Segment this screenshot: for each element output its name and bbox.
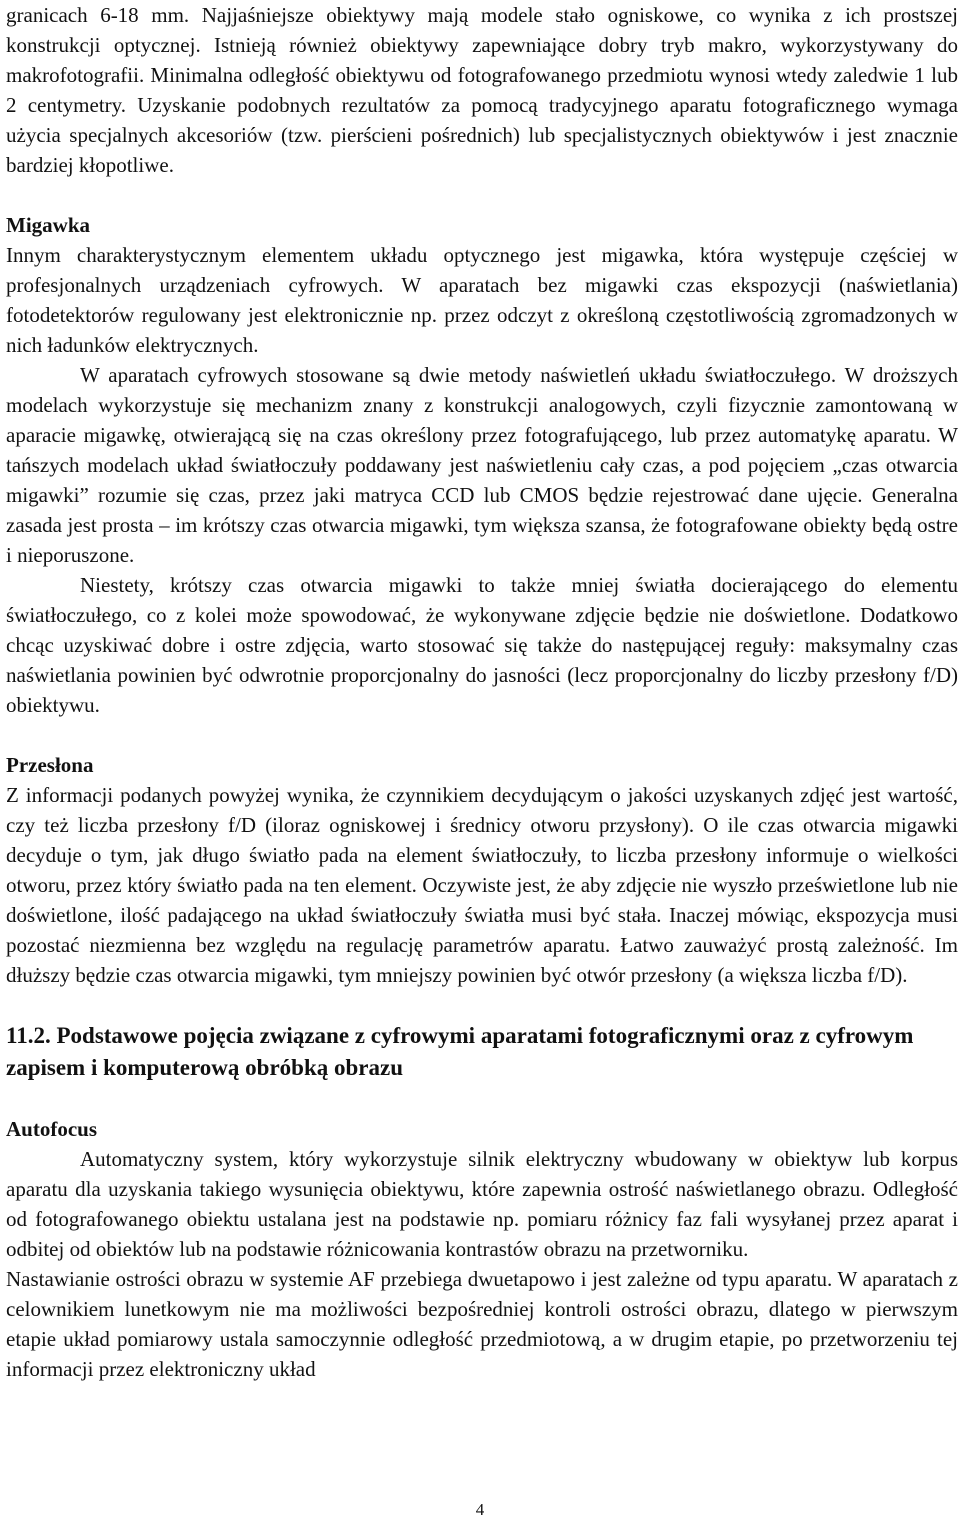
migawka-paragraph-2: W aparatach cyfrowych stosowane są dwie metody naświetleń układu światłoczułego. W droższych modelach wykorzystuje się mechanizm znany z konstrukcji analogowych, czyli fizycznie zamontowaną w aparacie migawkę, otwierającą się na czas określony przez fotografującego, lub przez automatykę aparatu. W tańszych modelach układ światłoczuły poddawany jest naświetleniu cały czas, a pod pojęciem „czas otwarcia migawki” rozumie się czas, przez jaki matryca CCD lub CMOS będzie rejestrować dane ujęcie. Generalna zasada jest prosta – im krótszy czas otwarcia migawki, tym większa szansa, że fotografowane obiekty będą ostre i nieporuszone. — [6, 363, 958, 567]
page-number: 4 — [475, 1500, 485, 1519]
migawka-paragraph-1: Innym charakterystycznym elementem układu optycznego jest migawka, która występuje częściej w profesjonalnych urządzeniach cyfrowych. W aparatach bez migawki czas ekspozycji (naświetlania) fotodetektorów regulowany jest elektronicznie np. przez odczyt z określoną częstotliwością zgromadzonych w nich ładunków elektrycznych. — [6, 243, 958, 357]
autofocus-heading: Autofocus — [6, 1117, 98, 1141]
migawka-heading: Migawka — [6, 213, 90, 237]
document-page — [6, 0, 958, 1384]
autofocus-paragraph-1: Automatyczny system, który wykorzystuje silnik elektryczny wbudowany w obiektyw lub korpus aparatu dla uzyskania takiego wysunięcia obiektywu, które zapewnia ostrość naświetlanego obrazu. Odległość od fotografowanego obiektu ustalana jest na podstawie np. pomiaru różnicy faz fali wysyłanej przez aparat i odbitej od obiektów lub na podstawie różnicowania kontrastów obrazu na przetworniku. — [6, 1147, 958, 1261]
intro-paragraph: granicach 6-18 mm. Najjaśniejsze obiektywy mają modele stało ogniskowe, co wynika z ich prostszej konstrukcji optycznej. Istnieją również obiektywy zapewniające dobry tryb makro, wykorzystywany do makrofotografii. Minimalna odległość obiektywu od fotografowanego przedmiotu wynosi wtedy zaledwie 1 lub 2 centymetry. Uzyskanie podobnych rezultatów za pomocą tradycyjnego aparatu fotograficznego wymaga użycia specjalnych akcesoriów (tzw. pierścieni pośrednich) lub specjalistycznych obiektywów i jest znacznie bardziej kłopotliwe. — [6, 3, 958, 177]
przeslona-heading: Przesłona — [6, 753, 94, 777]
autofocus-paragraph-2: Nastawianie ostrości obrazu w systemie AF przebiega dwuetapowo i jest zależne od typu aparatu. W aparatach z celownikiem lunetkowym nie ma możliwości bezpośredniej kontroli ostrości obrazu, dlatego w pierwszym etapie układ pomiarowy ustala samoczynnie odległość przedmiotową, a w drugim etapie, po przetworzeniu tej informacji przez elektroniczny układ — [6, 1267, 958, 1381]
section-title: 11.2. Podstawowe pojęcia związane z cyfrowymi aparatami fotograficznymi oraz z cyfrowym zapisem i komputerową obróbką obrazu — [6, 1023, 914, 1080]
migawka-paragraph-3: Niestety, krótszy czas otwarcia migawki to także mniej światła docierającego do elementu światłoczułego, co z kolei może spowodować, że wykonywane zdjęcie będzie nie doświetlone. Dodatkowo chcąc uzyskiwać dobre i ostre zdjęcia, warto stosować się także do następującej reguły: maksymalny czas naświetlania powinien być odwrotnie proporcjonalny do jasności (lecz proporcjonalny do liczby przesłony f/D) obiektywu. — [6, 573, 958, 717]
przeslona-paragraph: Z informacji podanych powyżej wynika, że czynnikiem decydującym o jakości uzyskanych zdjęć jest wartość, czy też liczba przesłony f/D (iloraz ogniskowej i średnicy otworu przysłony). O ile czas otwarcia migawki decyduje o tym, jak długo światło pada na element światłoczuły, to liczba przesłony informuje o wielkości otworu, przez który światło pada na ten element. Oczywiste jest, że aby zdjęcie nie wyszło prześwietlone lub nie doświetlone, ilość padającego na układ światłoczuły światła musi być stała. Inaczej mówiąc, ekspozycja musi pozostać niezmienna bez względu na regulację parametrów aparatu. Łatwo zauważyć prostą zależność. Im dłuższy będzie czas otwarcia migawki, tym mniejszy powinien być otwór przesłony (a większa liczba f/D). — [6, 783, 958, 987]
